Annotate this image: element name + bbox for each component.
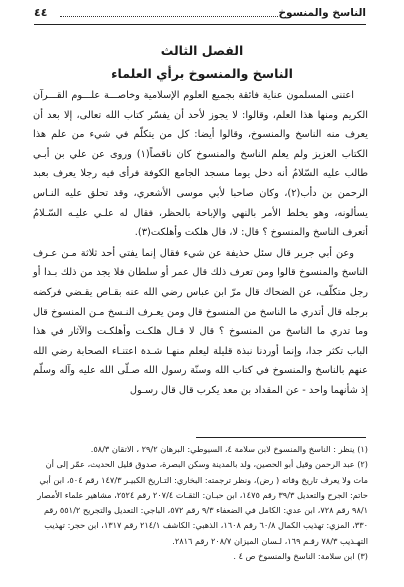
paragraph: اعتنى المسلمون عناية فائقة بجميع العلوم الإسلامية وخاصـــة علـــوم القـــرآن الكريم ومنها هذا العلم، وقالوا: لا يجوز لأحد أن يفسّر كتاب الله تعالى، إلا بعد أن يعرف منه الناسخ والمنسوخ، وقالوا أيضا: كل من يتكلّم في شيء من علم هذا الكتاب العزيز ولم يعلم الناسخ والمنسوخ كان ناقصاً(١) وروى عن علي بن أبـي طالب عليه السّلامُ أنه دخل يوما مسجد الجامع الكوفة فرأى فيه رجلا يعرف بعبد الرحمن بن دأب(٢)، وكان صاحبا لأبي موسى الأشعري، وقد تحلق عليه النـاس يسألونه، وهو يخلط الأمر بالنهي والإباحة بالحظر، فقال له علـي عليـه السّـلامُ أتعرف الناسخ والمنسوخ ؟ قال: لا، قال هلكت وأهلكت(٣). xyxy=(33,90,368,239)
footnotes xyxy=(33,442,368,564)
running-header-title: الناسخ والمنسوخ xyxy=(278,7,366,19)
footnote-separator xyxy=(196,437,366,438)
section-title: الناسخ والمنسوخ برأي العلماء xyxy=(111,66,293,81)
paragraph: وعن أبي جرير قال سئل حذيفة عن شيء فقال إنما يفتي أحد ثلاثة مـن عـرف الناسخ والمنسوخ قالوا ومن تعرف ذلك قال عمر أو سلطان فلا يجد من ذلك بـدا أو رجل متكلّف، عن الضحاك قال مرّ ابن عباس رضي الله عنه بقـاص يقـضي فركضه برجله قال أتدري ما الناسخ من المنسوخ قال ومن يعـرف النـسخ مـن المنسوخ قال وما تدري ما الناسخ من المنسوخ ؟ قال لا قـال هلكـت وأهلكـت والآثار في هذا الباب تكثر جدا، وإنما أوردنا نبذة قليلة ليعلم منهـا شـدة اعتنـاء الصحابة رضي الله عنهم بالناسخ والمنسوخ في كتاب الله وسنّة رسول الله صـلّى الله عليه وآله وسلّم إذ شأنهما واحد - عن المقداد بن معد يكرب قال قال رسـول xyxy=(33,247,368,396)
footnote: (١) ينظر : الناسخ والمنسوخ لابن سلامة ٤، السيوطي: البرهان ٢٩/٢ ، الاتقان ٥٨/٣. xyxy=(90,444,368,454)
header-dot-leader xyxy=(60,16,278,17)
page-number: ٤٤ xyxy=(34,6,48,19)
chapter-title: الفصل الثالث xyxy=(160,43,244,58)
running-header xyxy=(34,5,366,23)
footnote: (٣) ابن سلامة: الناسخ والمنسوخ ص ٤ . xyxy=(233,551,368,562)
body-text xyxy=(33,86,368,401)
header-rule xyxy=(34,24,366,25)
footnote: (٢) عبد الرحمن وقيل أبو الحصين، ولد بالمدينة وسكن البصرة، صدوق قليل الحديث، عمّر إلى أن مات ولا يعرف تاريخ وفاته ( رض)، ونظر ترجمته: البخاري: التـاريخ الكبيـر ١٤٧/٣ رقم ٥٠٤، ابن أبي حاتم: الجرح والتعديل ٣٩/٣ رقم ١٤٧٥، ابن حبـان: الثقـات ٢٠٧/٤ رقم ٢٥٢٤، مشاهير علماء الأمصار ٩٨/١ رقم ٧٢٨، ابن عدي: الكامل في الضعفاء ٩/٣ رقم ٥٧٢، الباجي: التعديل والتجريح ٥٥١/٢ رقم ٣٣٠، المزي: تهذيب الكمال ٦٠/٨ رقم ١٦٠٨، الذهبي: الكاشف ٢١٤/١ رقم ١٣١٧، ابن حجر: تهذيب التهـذيب ٧٨/٣ رقـم ١٦٩، لـسان الميزان ٢٠٨/٧ رقم ٢٨١٦. xyxy=(37,459,368,546)
